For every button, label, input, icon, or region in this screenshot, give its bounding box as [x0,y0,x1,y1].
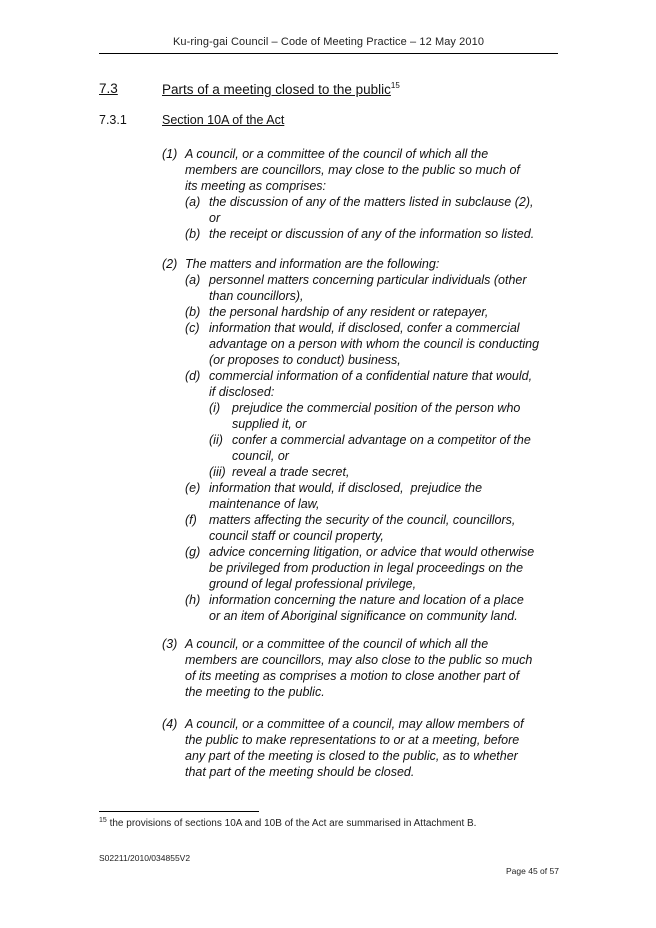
clause-item-text-line: the receipt or discussion of any of the information so listed. [209,227,535,241]
clause-text-line: A council, or a committee of a council, may allow members of [185,717,524,731]
clause-subitem-text-line: council, or [232,449,289,463]
section-title-text: Parts of a meeting closed to the public [162,82,391,97]
clause-item-label: (b) [185,227,201,241]
clause-item-text-line: information that would, if disclosed, prejudice the [209,481,483,495]
page-number: Page 45 of 57 [506,866,559,876]
clause-label: (4) [162,717,178,731]
clause-item-text-line: if disclosed: [209,385,275,399]
clause-item-text-line: maintenance of law, [209,497,320,511]
clause-item-text-line: the discussion of any of the matters listed in subclause (2), [209,195,534,209]
section-title [162,81,400,97]
clause-label: (2) [162,257,178,271]
clause-item-label: (g) [185,545,201,559]
clause-item-text-line: or an item of Aboriginal significance on community land. [209,609,518,623]
clause-text-line: the meeting to the public. [185,685,325,699]
clause-item-text-line: information concerning the nature and location of a place [209,593,524,607]
clause-subitem-label: (iii) [209,465,226,479]
clause-item-label: (e) [185,481,201,495]
clause-item-label: (h) [185,593,201,607]
clause-item-text-line: information that would, if disclosed, confer a commercial [209,321,520,335]
clause-subitem-text-line: reveal a trade secret, [232,465,350,479]
clause-item-text-line: advice concerning litigation, or advice that would otherwise [209,545,535,559]
clause-subitem-label: (i) [209,401,221,415]
clause-item-label: (d) [185,369,201,383]
clause-text-line: A council, or a committee of the council of which all the [185,147,489,161]
clause-item-label: (b) [185,305,201,319]
clause-subitem-label: (ii) [209,433,223,447]
clause-item-text-line: than councillors), [209,289,304,303]
clause-text-line: its meeting as comprises: [185,179,327,193]
clause-item-text-line: council staff or council property, [209,529,384,543]
clause-item-label: (c) [185,321,200,335]
clause-item-label: (a) [185,195,201,209]
header-rule [99,53,558,54]
clause-item-text-line: the personal hardship of any resident or ratepayer, [209,305,489,319]
clause-text-line: members are councillors, may also close to the public so much [185,653,533,667]
footnote-reference: 15 [390,81,400,90]
clause-item-text-line: commercial information of a confidential nature that would, [209,369,533,383]
clause-text-line: The matters and information are the following: [185,257,440,271]
clause-item-text-line: matters affecting the security of the council, councillors, [209,513,516,527]
subsection-number: 7.3.1 [99,113,127,127]
clause-text-line: A council, or a committee of the council of which all the [185,637,489,651]
clause-item-text-line: ground of legal professional privilege, [209,577,417,591]
clause-item-text-line: personnel matters concerning particular individuals (other [209,273,527,287]
clause-text-line: members are councillors, may close to the public so much of [185,163,520,177]
clause-text-line: the public to make representations to or at a meeting, before [185,733,520,747]
clause-item-text-line: advantage on a person with whom the council is conducting [209,337,540,351]
clause-subitem-text-line: confer a commercial advantage on a competitor of the [232,433,531,447]
clause-text-line: of its meeting as comprises a motion to close another part of [185,669,520,683]
footnote-number: 15 [99,817,107,824]
clause-item-text-line: (or proposes to conduct) business, [209,353,401,367]
page-header: Ku-ring-gai Council – Code of Meeting Practice – 12 May 2010 [172,36,485,48]
clause-item-text-line: be privileged from production in legal proceedings on the [209,561,524,575]
footnote [99,817,476,829]
clause-subitem-text-line: supplied it, or [232,417,307,431]
document-reference: S02211/2010/034855V2 [99,853,191,863]
clause-item-text-line: or [209,211,221,225]
clause-item-label: (f) [185,513,197,527]
footnote-text: the provisions of sections 10A and 10B of the Act are summarised in Attachment B. [109,818,477,829]
clause-subitem-text-line: prejudice the commercial position of the person who [232,401,521,415]
clause-item-label: (a) [185,273,201,287]
section-number: 7.3 [99,81,118,96]
clause-label: (1) [162,147,178,161]
footnote-rule [99,811,259,812]
clause-label: (3) [162,637,178,651]
subsection-title: Section 10A of the Act [162,113,285,127]
clause-text-line: any part of the meeting is closed to the public, as to whether [185,749,518,763]
clause-text-line: that part of the meeting should be closed. [185,765,415,779]
